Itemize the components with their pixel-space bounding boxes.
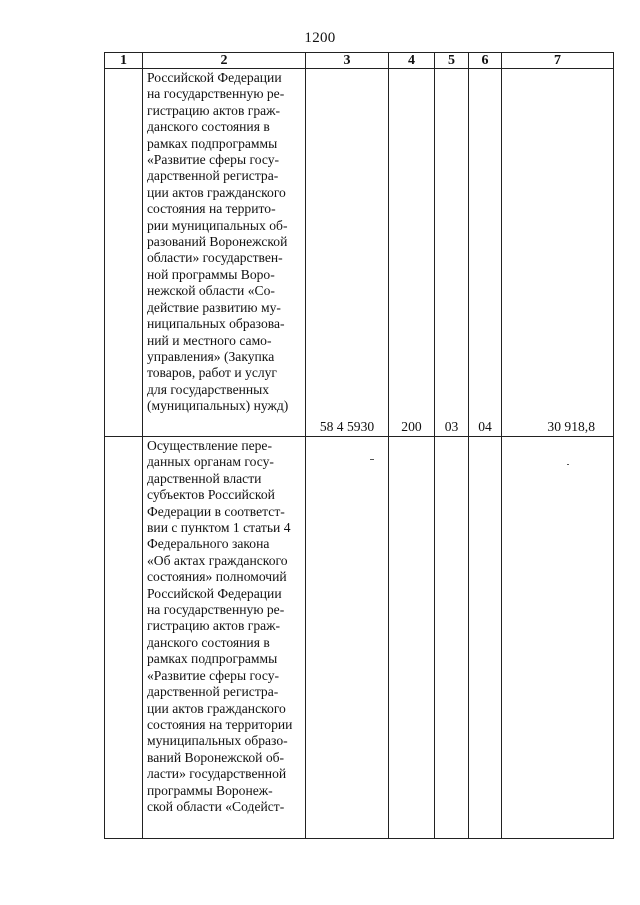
description-line: ний и местного само- <box>147 332 272 348</box>
description-line: разований Воронежской <box>147 234 288 250</box>
description-cell <box>143 437 306 839</box>
section-cell: 03 <box>435 69 469 437</box>
description-text <box>147 438 302 815</box>
description-line: «Развитие сферы госу- <box>147 152 280 168</box>
description-line: данского состояния в <box>147 634 270 650</box>
column-header-6: 6 <box>469 53 502 69</box>
description-line: товаров, работ и услуг <box>147 365 278 381</box>
description-line: муниципальных образо- <box>147 733 288 749</box>
header-row <box>105 53 614 69</box>
page-number: 1200 <box>304 30 336 46</box>
description-line: субъектов Российской <box>147 487 275 503</box>
description-line: дарственной власти <box>147 470 262 486</box>
description-line: гистрацию актов граж- <box>147 618 281 634</box>
description-line: Федерации в соответст- <box>147 503 285 519</box>
row-number-cell <box>105 437 143 839</box>
subsection-cell <box>469 437 502 839</box>
description-cell <box>143 69 306 437</box>
description-line: ласти» государственной <box>147 766 287 782</box>
description-line: Федерального закона <box>147 536 270 552</box>
description-line: ной программы Воро- <box>147 266 275 282</box>
expense-type-cell: 200 <box>389 69 435 437</box>
description-line: управления» (Закупка <box>147 348 275 364</box>
description-text <box>147 70 302 415</box>
description-line: «Развитие сферы госу- <box>147 667 280 683</box>
description-line: программы Воронеж- <box>147 782 273 798</box>
budget-table <box>104 52 614 839</box>
description-line: ции актов гражданского <box>147 700 286 716</box>
description-line: ваний Воронежской об- <box>147 749 285 765</box>
description-line: дарственной регистра- <box>147 168 279 184</box>
description-line: Осуществление пере- <box>147 438 272 453</box>
description-line: действие развитию му- <box>147 299 281 315</box>
column-header-1: 1 <box>105 53 143 69</box>
subsection-cell: 04 <box>469 69 502 437</box>
table-row <box>105 437 614 839</box>
description-line: данных органам госу- <box>147 454 274 470</box>
description-line: состояния на территории <box>147 716 293 732</box>
column-header-4: 4 <box>389 53 435 69</box>
description-line: «Об актах гражданского <box>147 552 288 568</box>
target-article-cell: 58 4 5930 <box>306 69 389 437</box>
description-line: состояния на террито- <box>147 201 276 217</box>
description-line: Российской Федерации <box>147 585 282 601</box>
description-line: рамках подпрограммы <box>147 135 278 151</box>
row-number-cell <box>105 69 143 437</box>
description-line: гистрацию актов граж- <box>147 102 281 118</box>
description-line: состояния» полномочий <box>147 569 287 585</box>
description-line: области» государствен- <box>147 250 283 266</box>
description-line: ниципальных образова- <box>147 316 285 332</box>
column-header-5: 5 <box>435 53 469 69</box>
description-line: нежской области «Со- <box>147 283 275 299</box>
amount-cell: 30 918,8 <box>502 69 614 437</box>
column-header-7: 7 <box>502 53 614 69</box>
target-article-cell <box>306 437 389 839</box>
description-line: (муниципальных) нужд) <box>147 398 289 414</box>
description-line: для государственных <box>147 381 270 397</box>
description-line: вии с пунктом 1 статьи 4 <box>147 520 291 536</box>
scan-speck <box>370 459 374 460</box>
expense-type-cell <box>389 437 435 839</box>
description-line: рии муниципальных об- <box>147 217 288 233</box>
column-header-2: 2 <box>143 53 306 69</box>
description-line: рамках подпрограммы <box>147 651 278 667</box>
description-line: на государственную ре- <box>147 602 285 618</box>
description-line: данского состояния в <box>147 119 270 135</box>
description-line: Российской Федерации <box>147 70 282 85</box>
description-line: ской области «Содейст- <box>147 798 285 814</box>
description-line: дарственной регистра- <box>147 684 279 700</box>
amount-cell <box>502 437 614 839</box>
description-line: ции актов гражданского <box>147 184 286 200</box>
section-cell <box>435 437 469 839</box>
description-line: на государственную ре- <box>147 86 285 102</box>
table-row <box>105 69 614 437</box>
scan-speck <box>567 464 569 465</box>
column-header-3: 3 <box>306 53 389 69</box>
